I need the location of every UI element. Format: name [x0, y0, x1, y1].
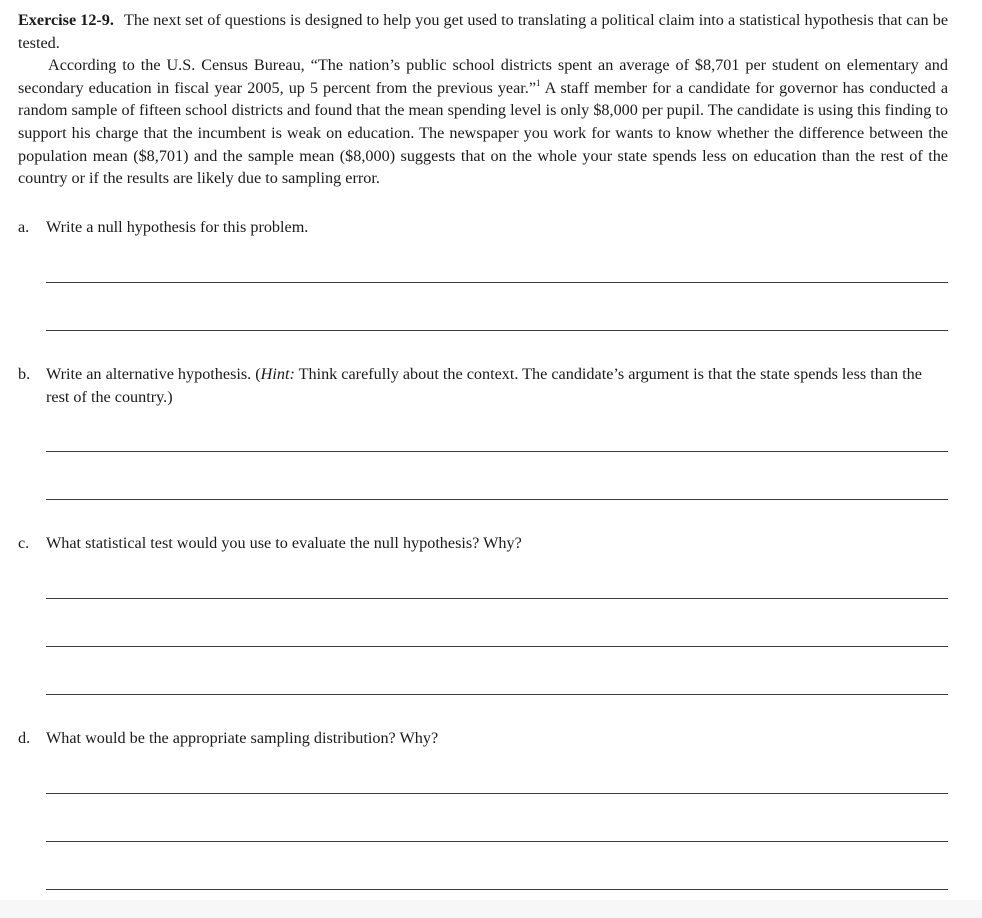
question-a-letter: a. [18, 218, 30, 236]
page-bottom-band [0, 900, 982, 918]
answer-line-d-1[interactable] [46, 793, 948, 794]
question-b-letter: b. [18, 365, 31, 383]
question-c-text: What statistical test would you use to evaluate the null hypothesis? Why? [46, 534, 522, 552]
exercise-body-paragraph [18, 54, 948, 190]
question-b-text-after: Think carefully about the context. The candidate’s argument is that the state spends less than the rest of the country.) [46, 365, 922, 406]
question-b-text [46, 363, 948, 408]
exercise-body-part2: A staff member for a candidate for governor has conducted a random sample of fifteen school districts and found that the mean spending level is only $8,000 per pupil. The candidate is using this finding to support his charge that the incumbent is weak on education. The newspaper you work for wants to know whether the difference between the population mean ($8,701) and the sample mean ($8,000) suggests that on the whole your state spends less on education than the rest of the country or if the results are likely due to sampling error. [18, 78, 949, 188]
exercise-page [18, 9, 948, 190]
answer-line-a-1[interactable] [46, 282, 948, 283]
question-d-letter: d. [18, 729, 31, 747]
answer-line-b-1[interactable] [46, 451, 948, 452]
question-a-text: Write a null hypothesis for this problem. [46, 218, 309, 236]
answer-line-c-3[interactable] [46, 694, 948, 695]
question-b-text-before: Write an alternative hypothesis. ( [46, 365, 261, 383]
answer-line-d-2[interactable] [46, 841, 948, 842]
exercise-intro-paragraph [18, 9, 948, 54]
exercise-intro: The next set of questions is designed to help you get used to translating a political claim into a statistical hypothesis that can be tested. [18, 11, 949, 52]
answer-line-c-1[interactable] [46, 598, 948, 599]
question-b-hint-label: Hint: [260, 365, 295, 383]
footnote-marker: 1 [536, 77, 541, 88]
answer-line-d-3[interactable] [46, 889, 948, 890]
question-a [18, 216, 948, 239]
answer-line-a-2[interactable] [46, 330, 948, 331]
question-c-letter: c. [18, 534, 30, 552]
exercise-body-part1: According to the U.S. Census Bureau, “The nation’s public school districts spent an average of $8,701 per student on elementary and secondary education in fiscal year 2005, up 5 percent from the previous year.” [18, 56, 948, 97]
question-b [18, 363, 948, 408]
answer-line-c-2[interactable] [46, 646, 948, 647]
question-d-text: What would be the appropriate sampling distribution? Why? [46, 729, 439, 747]
exercise-label: Exercise 12-9. [18, 11, 114, 29]
question-d [18, 727, 948, 750]
answer-line-b-2[interactable] [46, 499, 948, 500]
question-c [18, 532, 948, 555]
